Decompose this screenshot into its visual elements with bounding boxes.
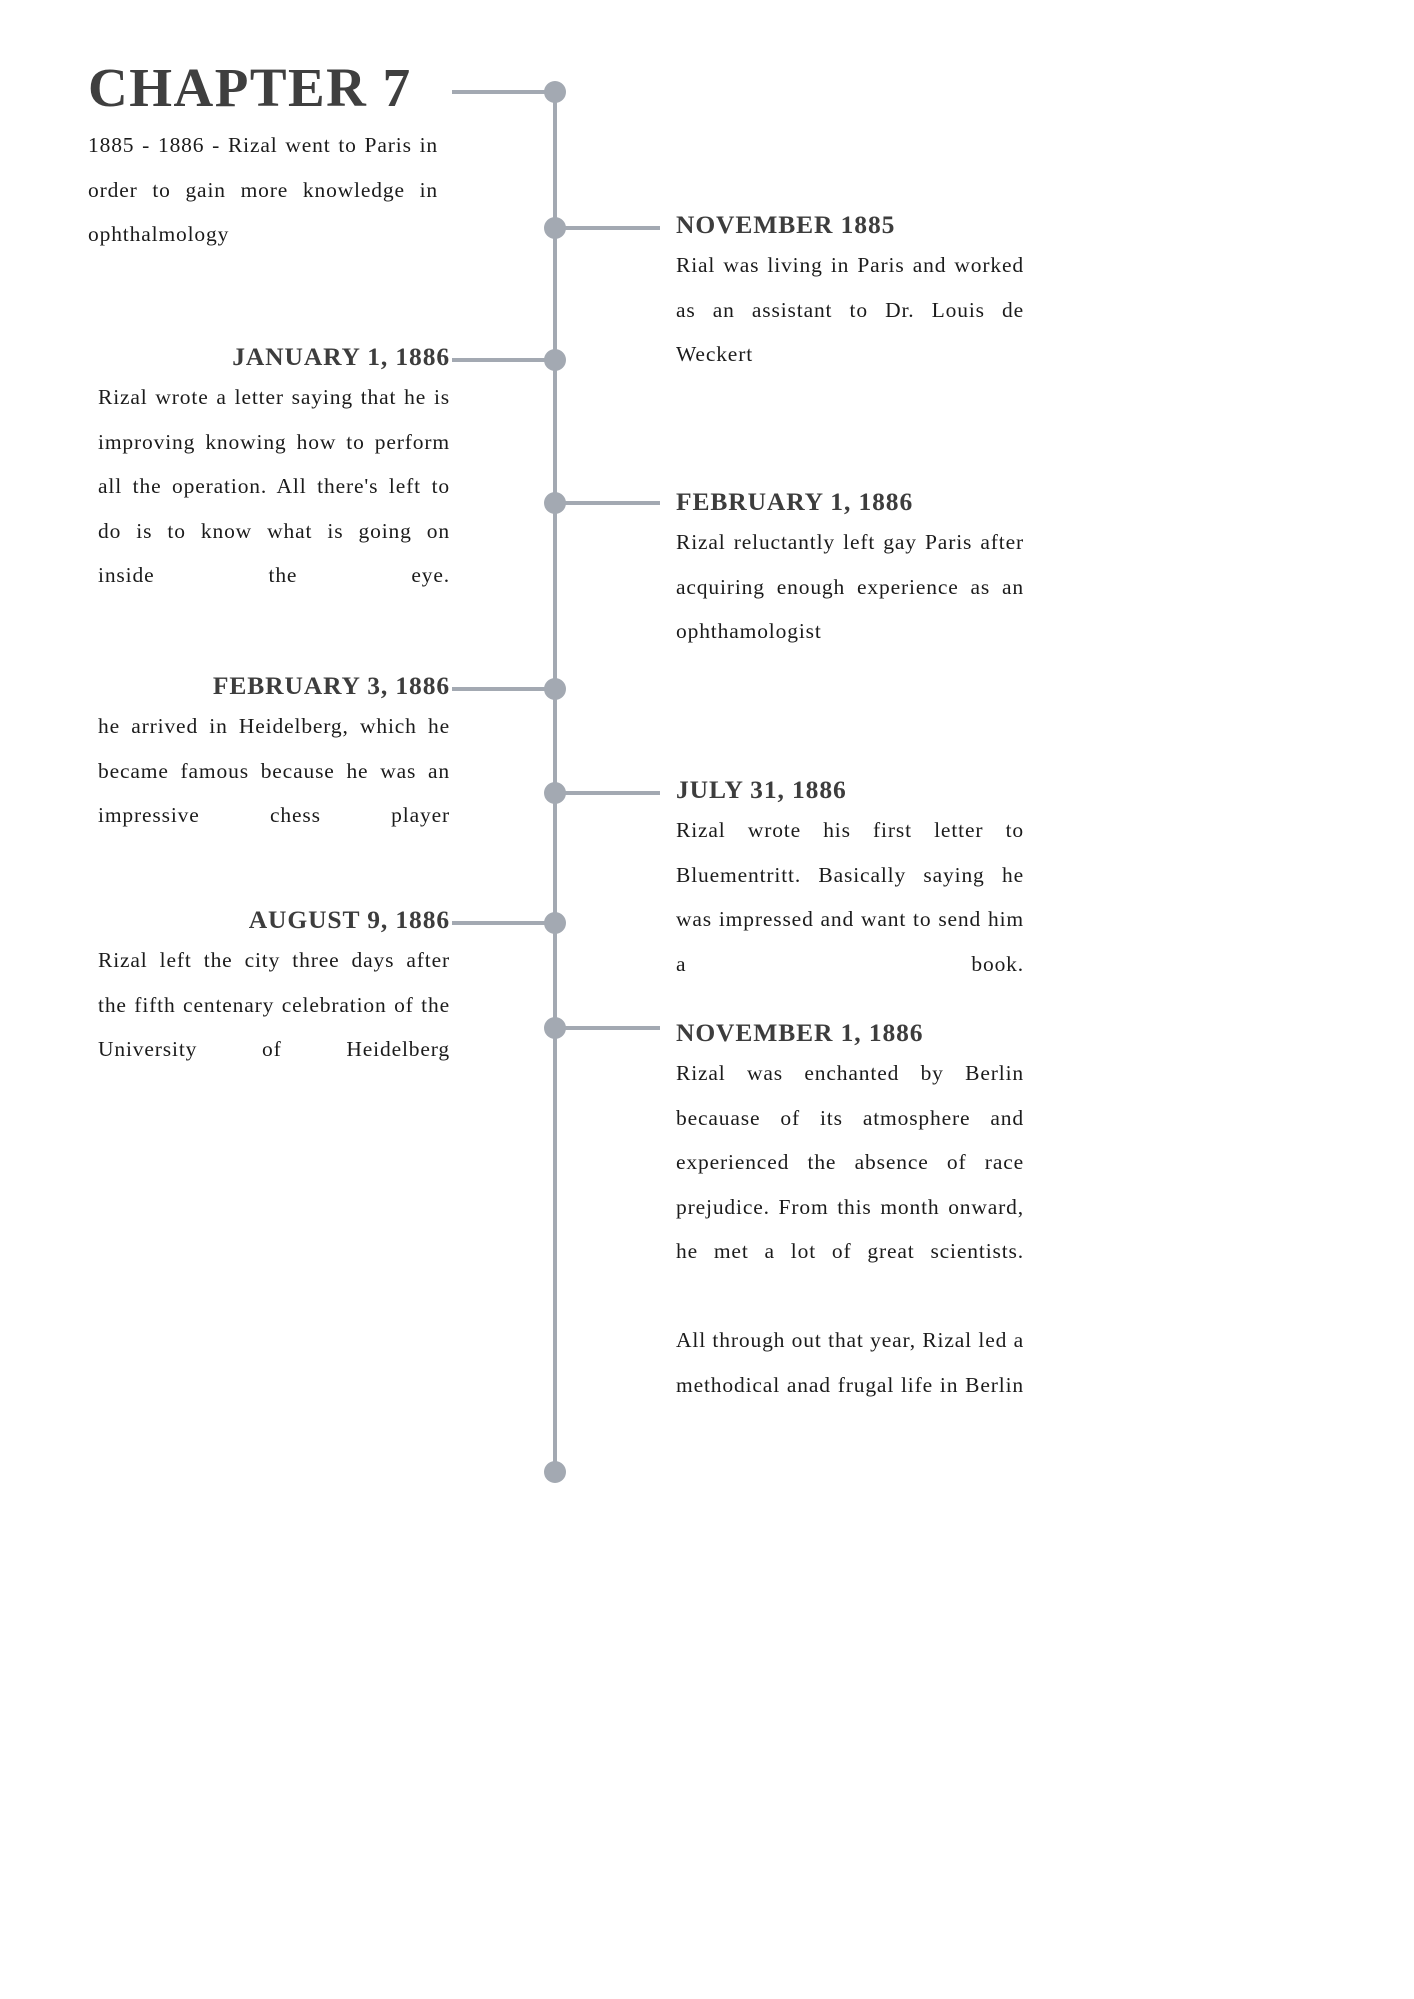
timeline-entry-heading: AUGUST 9, 1886 xyxy=(248,905,450,934)
timeline-dot-end xyxy=(544,1461,566,1483)
timeline-connector-november-1885 xyxy=(556,226,660,230)
timeline-connector-july-31-1886 xyxy=(556,791,660,795)
timeline-entry-body: Rizal wrote a letter saying that he is improving knowing how to perform all the operation. All there's left to do is to know what is going on inside the eye. xyxy=(98,385,450,588)
timeline-entry-body: Rial was living in Paris and worked as an assistant to Dr. Louis de Weckert xyxy=(676,253,1024,367)
timeline-entry-body-continued: All through out that year, Rizal led a methodical anad frugal life in Berlin xyxy=(676,1328,1024,1397)
timeline-connector-november-1-1886 xyxy=(556,1026,660,1030)
timeline-connector-january-1-1886 xyxy=(452,358,556,362)
timeline-entry-heading: NOVEMBER 1, 1886 xyxy=(676,1018,924,1047)
chapter-block xyxy=(88,57,450,301)
timeline-connector-february-3-1886 xyxy=(452,687,556,691)
timeline-connector-february-1-1886 xyxy=(556,501,660,505)
timeline-entry-heading: NOVEMBER 1885 xyxy=(676,210,896,239)
timeline-entry-body: Rizal was enchanted by Berlin becauase of its atmosphere and experienced the absence of race prejudice. From this month onward, he met a lot of great scientists. xyxy=(676,1061,1024,1264)
timeline-entry-february-1-1886 xyxy=(676,487,1024,698)
timeline-connector-chapter xyxy=(452,90,556,94)
page-title: CHAPTER 7 xyxy=(88,57,412,118)
timeline-entry-body: Rizal reluctantly left gay Paris after acquiring enough experience as an ophthamologist xyxy=(676,530,1024,644)
timeline-entry-november-1-1886 xyxy=(676,1018,1024,1452)
timeline-entry-july-31-1886 xyxy=(676,775,1024,1031)
timeline-entry-november-1885 xyxy=(676,210,1024,421)
timeline-entry-heading: FEBRUARY 3, 1886 xyxy=(212,671,450,700)
timeline-entry-january-1-1886 xyxy=(98,342,450,642)
timeline-entry-heading: JANUARY 1, 1886 xyxy=(232,342,450,371)
timeline-entry-body: Rizal left the city three days after the fifth centenary celebration of the University of Heidelberg xyxy=(98,948,450,1062)
timeline-entry-body: he arrived in Heidelberg, which he became famous because he was an impressive chess player xyxy=(98,714,450,828)
timeline-connector-august-9-1886 xyxy=(452,921,556,925)
timeline-entry-february-3-1886 xyxy=(98,671,450,882)
timeline-entry-body: Rizal wrote his first letter to Bluementritt. Basically saying he was impressed and want to send him a book. xyxy=(676,818,1024,976)
chapter-intro-text: 1885 - 1886 - Rizal went to Paris in order to gain more knowledge in ophthalmology xyxy=(88,133,438,246)
timeline-entry-heading: JULY 31, 1886 xyxy=(676,775,847,804)
timeline-entry-august-9-1886 xyxy=(98,905,450,1116)
timeline-entry-heading: FEBRUARY 1, 1886 xyxy=(676,487,914,516)
